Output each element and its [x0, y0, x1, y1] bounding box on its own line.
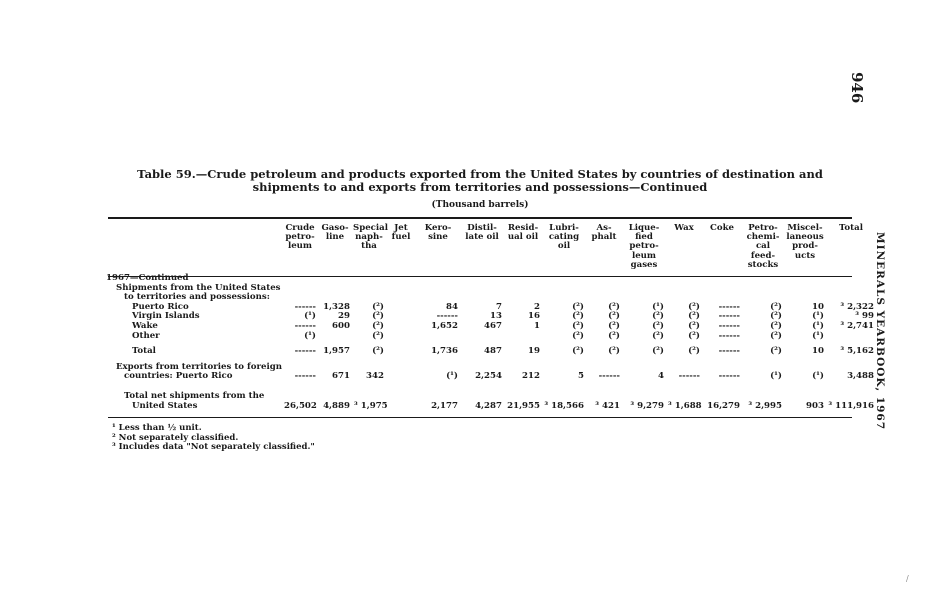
bottom-rule — [108, 417, 852, 418]
table-cell: (¹) — [812, 320, 824, 331]
table-cell — [386, 322, 416, 332]
table-cell: 26,502 — [284, 400, 317, 411]
table-cell — [542, 274, 586, 284]
table-cell: ------ — [718, 311, 740, 322]
column-header: Lubri-cating oil — [548, 223, 580, 252]
table-cell: (¹) — [304, 330, 316, 341]
table-cell: ------ — [718, 320, 740, 331]
table-cell: ------ — [598, 371, 620, 382]
table-cell: ------ — [436, 311, 458, 322]
table-cell — [742, 284, 784, 294]
column-header: Gaso-line — [321, 223, 349, 243]
table-cell — [784, 284, 826, 294]
table-title: Table 59.—Crude petroleum and products exported from the United States by countries of destination and shipments to and exports from territories and possessions—Continued — [137, 167, 823, 194]
table-cell: 10 — [812, 346, 824, 357]
table-cell — [784, 274, 826, 284]
table-cell — [742, 274, 784, 284]
row-label: to territories and possessions: — [124, 292, 270, 303]
table-cell: ³ 18,566 — [544, 400, 584, 411]
column-header: Miscel-laneous prod-ucts — [786, 223, 824, 261]
table-cell: ³ 2,741 — [840, 320, 874, 331]
table-row — [104, 347, 876, 357]
table-cell: 16 — [528, 311, 540, 322]
table-cell: (²) — [688, 311, 700, 322]
table-cell: 1,652 — [431, 320, 458, 331]
table-cell — [586, 284, 622, 294]
table-cell: 1,957 — [323, 346, 350, 357]
table-subtitle: (Thousand barrels) — [431, 200, 529, 210]
table-cell: (²) — [572, 330, 584, 341]
table-cell: (²) — [652, 330, 664, 341]
table-cell: 903 — [806, 400, 824, 411]
table-cell: (²) — [572, 346, 584, 357]
table-cell — [826, 332, 876, 342]
top-rule — [108, 217, 852, 219]
table-cell — [352, 284, 386, 294]
row-label: Exports from territories to foreign — [116, 361, 282, 372]
table-cell: (²) — [770, 301, 782, 312]
table-cell — [386, 284, 416, 294]
table-cell — [504, 274, 542, 284]
table-cell: (²) — [770, 346, 782, 357]
table-cell — [666, 274, 702, 284]
table-cell — [282, 284, 318, 294]
table-cell: (²) — [688, 330, 700, 341]
table-cell — [622, 284, 666, 294]
table-cell — [702, 274, 742, 284]
table-cell — [386, 392, 416, 402]
data-table — [104, 222, 876, 411]
row-label: Puerto Rico — [132, 301, 189, 312]
table-cell: 467 — [484, 320, 502, 331]
column-header: Special naph-tha — [353, 223, 389, 252]
table-cell: ³ 2,322 — [840, 301, 874, 312]
table-cell: 4 — [658, 371, 664, 382]
table-cell: (²) — [372, 346, 384, 357]
table-cell: ------ — [294, 301, 316, 312]
table-cell: 212 — [522, 371, 540, 382]
table-cell: ³ 2,995 — [748, 400, 782, 411]
table-cell: 4,889 — [323, 400, 350, 411]
page-number: 946 — [848, 72, 866, 104]
column-header: Distil-late oil — [465, 223, 499, 243]
table-cell: 5 — [578, 371, 584, 382]
table-cell: (¹) — [812, 311, 824, 322]
column-header: Crude petro-leum — [285, 223, 315, 252]
table-cell: (²) — [608, 330, 620, 341]
table-cell: 21,955 — [507, 400, 540, 411]
table-cell — [460, 284, 504, 294]
table-cell: (²) — [688, 301, 700, 312]
table-cell — [318, 274, 352, 284]
table-cell: (²) — [372, 330, 384, 341]
table-cell: (¹) — [770, 371, 782, 382]
table-cell: 4,287 — [475, 400, 502, 411]
table-cell: (²) — [608, 301, 620, 312]
table-cell: ------ — [294, 346, 316, 357]
table-cell: ------ — [294, 320, 316, 331]
table-cell: (²) — [572, 320, 584, 331]
table-cell — [386, 402, 416, 412]
table-cell: ------ — [718, 330, 740, 341]
table-cell: (²) — [652, 311, 664, 322]
table-cell — [416, 274, 460, 284]
row-label: countries: Puerto Rico — [124, 371, 233, 382]
table-cell: ------ — [678, 371, 700, 382]
footnote: ² Not separately classified. — [112, 432, 239, 443]
table-cell: ------ — [718, 301, 740, 312]
table-cell — [542, 284, 586, 294]
table-cell: 2 — [534, 301, 540, 312]
table-cell: ³ 5,162 — [840, 346, 874, 357]
table-cell: ³ 421 — [595, 400, 620, 411]
row-label: Other — [132, 330, 160, 341]
table-cell: (²) — [688, 320, 700, 331]
scan-mark: / — [906, 574, 909, 583]
row-label: 1967—Continued — [106, 273, 189, 284]
table-cell: (¹) — [812, 371, 824, 382]
row-label: Total — [132, 346, 156, 357]
table-cell — [386, 312, 416, 322]
table-cell — [586, 274, 622, 284]
table-cell: 13 — [490, 311, 502, 322]
column-header: Resid-ual oil — [507, 223, 539, 243]
table-cell: ------ — [294, 371, 316, 382]
table-cell: (¹) — [652, 301, 664, 312]
table-cell: 2,254 — [475, 371, 502, 382]
table-cell: ------ — [718, 346, 740, 357]
table-cell: (²) — [372, 301, 384, 312]
table-cell: ³ 111,916 — [828, 400, 874, 411]
table-cell — [386, 274, 416, 284]
table-cell — [622, 274, 666, 284]
footnotes — [112, 424, 315, 453]
running-head: MINERALS YEARBOOK, 1967 — [874, 232, 886, 431]
column-header: Total — [839, 223, 863, 233]
header-row — [104, 222, 876, 274]
table-cell — [460, 332, 504, 342]
table-cell: (²) — [770, 311, 782, 322]
table-cell: 342 — [366, 371, 384, 382]
table-cell: ³ 9,279 — [630, 400, 664, 411]
row-label: Virgin Islands — [132, 311, 200, 322]
table-cell — [282, 274, 318, 284]
table-cell — [318, 332, 352, 342]
table-cell: 2,177 — [431, 400, 458, 411]
row-label: Total net shipments from the — [124, 390, 265, 401]
table-cell: (²) — [652, 320, 664, 331]
table-cell: 84 — [446, 301, 458, 312]
table-cell: (²) — [608, 311, 620, 322]
table-cell — [460, 274, 504, 284]
row-label: Shipments from the United States — [116, 282, 281, 293]
table-cell — [666, 284, 702, 294]
table-row — [104, 332, 876, 342]
row-label: United States — [132, 400, 198, 411]
table-cell: (²) — [572, 311, 584, 322]
table-cell: 19 — [528, 346, 540, 357]
table-cell: (²) — [770, 320, 782, 331]
table-cell: ³ 1,688 — [668, 400, 702, 411]
table-cell — [702, 284, 742, 294]
table-cell — [416, 332, 460, 342]
column-header: Wax — [674, 223, 694, 233]
table-cell: 1,328 — [323, 301, 350, 312]
footnote: ¹ Less than ½ unit. — [112, 423, 202, 433]
table-cell: 487 — [484, 346, 502, 357]
table-row — [104, 293, 876, 303]
row-label: Wake — [132, 320, 158, 331]
table-cell: (²) — [572, 301, 584, 312]
table-cell: ³ 99 — [855, 311, 874, 322]
column-header: Kero-sine — [424, 223, 452, 243]
table-cell — [826, 274, 876, 284]
column-header: Jet fuel — [391, 223, 411, 243]
table-cell — [386, 347, 416, 357]
table-row — [104, 322, 876, 332]
table-cell — [504, 332, 542, 342]
table-cell: 3,488 — [847, 371, 874, 382]
column-header: Lique-fied petro-leum gases — [628, 223, 660, 270]
column-header: Petro-chemi-cal feed-stocks — [746, 223, 780, 270]
table-cell — [386, 332, 416, 342]
column-header: As-phalt — [591, 223, 617, 243]
table-cell: 671 — [332, 371, 350, 382]
table-cell — [386, 363, 416, 373]
table-cell: (¹) — [304, 311, 316, 322]
table-cell — [386, 372, 416, 382]
table-cell: (²) — [372, 320, 384, 331]
table-cell: 600 — [332, 320, 350, 331]
table-cell: 7 — [496, 301, 502, 312]
column-header: Coke — [710, 223, 734, 233]
table-cell — [386, 293, 416, 303]
table-cell: ³ 1,975 — [354, 400, 388, 411]
table-cell: (¹) — [446, 371, 458, 382]
table-cell: ------ — [718, 371, 740, 382]
footnote: ³ Includes data "Not separately classified." — [112, 442, 315, 453]
table-cell — [318, 284, 352, 294]
table-cell: (²) — [652, 346, 664, 357]
table-cell: (¹) — [812, 330, 824, 341]
table-cell: 16,279 — [707, 400, 740, 411]
table-row — [104, 402, 876, 412]
table-cell — [416, 284, 460, 294]
table-cell: 1,736 — [431, 346, 458, 357]
table-cell — [504, 284, 542, 294]
column-header — [104, 222, 282, 274]
table-cell: (²) — [372, 311, 384, 322]
table-cell — [352, 274, 386, 284]
table-cell: (²) — [688, 346, 700, 357]
table-cell: (²) — [770, 330, 782, 341]
table-row — [104, 372, 876, 382]
table-cell — [386, 303, 416, 313]
table-cell: (²) — [608, 346, 620, 357]
table-cell — [826, 284, 876, 294]
table-cell: 1 — [534, 320, 540, 331]
table-cell: 10 — [812, 301, 824, 312]
table-cell: (²) — [608, 320, 620, 331]
table-cell: 29 — [338, 311, 350, 322]
